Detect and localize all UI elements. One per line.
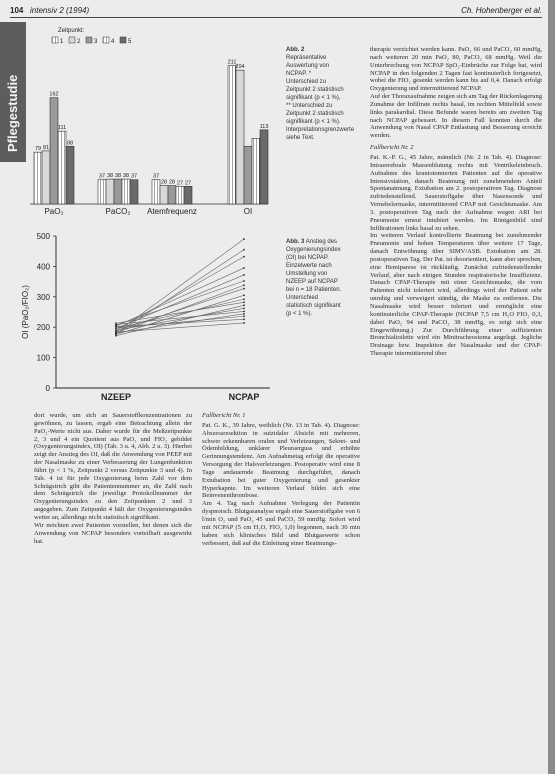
- figure-2-caption: [286, 46, 355, 142]
- paragraph: Pat. G. K., 39 Jahre, weiblich (Nr. 13 in Tab. 4). Diagnose: Abszessresektion in suizidaler Absicht mit mehreren, schwer erkennbaren oralen und Verletzungen, Sekret- und Ödembildung, unklarer Pleuraerguss und erhöhte Gerinnungstendenz. Am Aufnahmetag erfolgt die operative Versorgung der Halsverletzungen. Postoperativ wird eine 8 Tage andauernde Beatmung durchgeführt, danach Extubation bei guter Oxygenierung und gesenkter Hyperkapnie. Im weiteren Verlauf bildet sich eine Beinvenenthrombose.: [202, 421, 360, 500]
- bar: [50, 98, 58, 204]
- bar: [236, 70, 244, 204]
- bar: [176, 186, 184, 204]
- paragraph: Pat. K.-P. G., 45 Jahre, männlich (Nr. 2 in Tab. 4). Diagnose: Intrazerebrale Massenblutung rechts mit Ventrikeleinbruch. Aufnahme des kraniotomierten Patienten auf die operative Intensivstation, danach Beatmung mit zunehmendem Anteil Spontanatmung. Extubation am 2. postoperativen Tag. Diagnose zufriedenstellend. Sauerstoffgabe über Nasensonde und Vernebelermaske, intermittierend CPAP mit Gesichtsmaske. Am 3. postoperativen Tag nach der Aufnahme wegen ARI bei Pneumonie erneut intubiert werden. Im Röntgenbild sind Infiltrationen links basal zu sehen.: [370, 153, 542, 232]
- series-line: [116, 250, 244, 334]
- data-point: [115, 335, 117, 337]
- data-point: [243, 280, 245, 282]
- bar-value-label: 211: [227, 59, 237, 66]
- text-column-middle: [202, 412, 360, 547]
- data-point: [243, 238, 245, 240]
- bar: [114, 179, 122, 204]
- category-label: Atemfrequenz: [147, 207, 197, 216]
- figure-3-caption-title: Abb. 3: [286, 239, 305, 245]
- legend-title: Zeitpunkt:: [58, 28, 85, 34]
- data-point: [243, 315, 245, 317]
- bar-value-label: 88: [66, 140, 74, 147]
- bar: [66, 146, 74, 204]
- page-header: [10, 5, 542, 18]
- case-report-1-heading: Fallbericht Nr. 1: [202, 412, 246, 419]
- legend-label: 5: [128, 39, 132, 45]
- data-point: [243, 304, 245, 306]
- bar: [130, 180, 138, 204]
- data-point: [243, 307, 245, 309]
- bar-value-label: 38: [106, 173, 114, 180]
- figure-2-caption-title: Abb. 2: [286, 47, 305, 53]
- legend-swatch: [52, 37, 58, 43]
- series-line: [116, 268, 244, 326]
- x-category-label: NZEEP: [100, 392, 132, 402]
- text-column-right: [370, 46, 542, 358]
- bar: [184, 186, 192, 204]
- text-column-left: [34, 412, 192, 545]
- data-point: [243, 284, 245, 286]
- figure-3-line-chart: [16, 228, 284, 404]
- bar: [260, 130, 268, 204]
- y-tick-label: 200: [36, 323, 50, 333]
- bar-value-label: 111: [57, 125, 67, 132]
- figure-3-caption: [286, 238, 344, 318]
- figure-2-bar-chart: [28, 24, 274, 224]
- bar-value-label: 37: [152, 173, 160, 180]
- y-tick-label: 300: [36, 292, 50, 302]
- section-tab: [0, 22, 26, 162]
- bar-value-label: 37: [130, 173, 138, 180]
- bar-value-label: 162: [49, 91, 59, 98]
- data-point: [243, 288, 245, 290]
- bar: [58, 131, 66, 204]
- bar-value-label: 27: [176, 180, 184, 187]
- paragraph: therapie verzichtet werden kann. PaO₂ 66 und PaCO₂ 60 mmHg, nach weiteren 20 min PaO₂ 80, PaCO₂ 68 mmHg. Weil die Unterbrechung von NCPAP SpO₂-Einbrüche zur Folge hat, wird NCPAP in den folgenden 2 Tagen fast kontinuierlich fortgesetzt, wobei die FIO₂ gesenkt werden kann bis auf 0,4. Danach erfolgt Oxygenierung und intermittierend NCPAP.: [370, 46, 542, 93]
- data-point: [115, 331, 117, 333]
- bar: [122, 179, 130, 204]
- bar-value-label: 37: [98, 173, 106, 180]
- y-tick-label: 100: [36, 353, 50, 363]
- series-line: [116, 314, 244, 333]
- legend-swatch: [69, 37, 75, 43]
- page-number: 104: [10, 6, 24, 15]
- bar-value-label: 28: [160, 179, 168, 186]
- running-authors: Ch. Hohenberger et al.: [461, 6, 542, 15]
- paragraph: Auf der Thoraxaufnahme zeigen sich am Tag der Rückenlagerung Zunahme der Infiltrate rechts basal, im rechten Mittelfeld sowie links parakardial. Diese Befunde waren bereits am zweiten Tag nach NCPAP gebessert. In diesem Fall konnten durch die Anwendung von Nasal CPAP Entlastung und Besserung erreicht werden.: [370, 93, 542, 140]
- data-point: [243, 301, 245, 303]
- data-point: [115, 329, 117, 331]
- bar-value-label: 27: [184, 180, 192, 187]
- paragraph: dort wurde, um sich an Sauerstoffkonzentrationen zu gewöhnen, zu lassen, ergab eine Betrachtung allein der PaO₂-Werte nicht aus. Daher wurde für die Meßzeitpunkte 2, 3 und 4 ein Quotient aus PaO₂ und FIO₂ gebildet (Oxygenierungsindex, OI) (Tab. 3 u. 4, Abb. 2 u. 3). Hierbei zeigt der Anstieg des OI, daß die Anwendung von PEEP mit der Nasalmaske zu einer Verbesserung der Lungenfunktion führt (p < 1 %, Zeitpunkt 2 versus Zeitpunkte 3 und 4). In Tab. 4 ist für jede Oxygenierung beim Zahl vor dem Schrägstrich gibt die Patientennummer an, die Zahl nach dem Schrägstrich die jeweilige Protokollnummer der Oxygenierungsindex zu den Zeitpunkten 2 und 3 angegeben. Zum Zeitpunkt 4 hält der Oxygenierungsindex weiter an, allerdings nicht statistisch signifikant.: [34, 412, 192, 521]
- data-point: [243, 274, 245, 276]
- bar: [34, 152, 42, 204]
- data-point: [115, 324, 117, 326]
- bar-value-label: 113: [259, 123, 269, 130]
- legend-label: 3: [94, 39, 98, 45]
- paragraph: Am 4. Tag nach Aufnahme Verlegung der Patientin dyspnoisch. Blutgasanalyse ergab eine Sauerstoffgabe von 6 l/min O₂ und PaO₂ 45 und PaCO₂ 59 mmHg. Sofort wird mit NCPAP (5 cm H₂O, FIO₂ 1,0) begonnen, nach 30 min haben sich klinisches Bild und Blutgaswerte schon verbessert, daß auf die Einleitung einer Beatmungs-: [202, 500, 360, 547]
- data-point: [243, 310, 245, 312]
- paragraph: Im weiteren Verlauf kontrollierte Beatmung bei zunehmender Pneumonie und hohen Temperaturen über weitere 17 Tage, danach Entwöhnung über SIMV/ASB. Extubation am 28. postoperativen Tag. Der Pat. ist desorientiert, kann aber sprechen, eine Hemiparese ist rückläufig. Zunächst zufriedenstellender Verlauf, aber nach einigen Stunden respiratorische Insuffizienz. Danach CPAP-Therapie mit einer Gesichtsmaske, die vom Patienten nicht toleriert wird, allerdings wird der Patient sehr unruhig und verweigert ständig, die Maske zu entfernen. Die Nasalmaske wird besser toleriert und ermöglicht eine kontinuierliche CPAP-Therapie (NCPAP 7,5 cm H₂O FIO₂ 0,3, dabei PaO₂ 94 und PaCO₂ 38 mmHg, es zeigt sich eine Eingewöhnung.) Zur Durchführung einer suffizienten Bronchialtoilette wird ein Minitracheostoma angelegt. Jegliche Drainage bzw. Inspektion der Nasalmaske und der CPAP-Therapie intermittierend über: [370, 232, 542, 358]
- bar: [244, 146, 252, 204]
- category-label: PaCO₂: [105, 207, 131, 216]
- journal-name: intensiv 2 (1994): [30, 6, 90, 15]
- legend: [52, 28, 132, 45]
- bar: [98, 180, 106, 204]
- legend-swatch: [86, 37, 92, 43]
- bar: [252, 138, 260, 204]
- bar: [42, 151, 50, 204]
- bar-value-label: 81: [42, 144, 50, 151]
- legend-label: 1: [60, 39, 64, 45]
- data-point: [243, 267, 245, 269]
- section-label: Pflegestudie: [5, 74, 20, 152]
- bar: [168, 186, 176, 204]
- bar-value-label: 38: [114, 173, 122, 180]
- bar: [106, 179, 114, 204]
- data-point: [243, 256, 245, 258]
- legend-swatch: [103, 37, 109, 43]
- data-point: [115, 326, 117, 328]
- y-tick-label: 500: [36, 232, 50, 241]
- series-line: [116, 299, 244, 328]
- scan-edge: [548, 0, 555, 774]
- case-report-2-heading: Fallbericht Nr. 2: [370, 144, 414, 152]
- bar-value-label: 38: [122, 173, 130, 180]
- figure-2-caption-text: Repräsentative Auswertung von NCPAP. * Unterschied zu Zeitpunkt 2 statistisch signifikant (p < 1 %), ** Unterschied zu Zeitpunkt 2 statistisch signifikant (p < 1 %). Interpretationsgrenzwerte siehe Text.: [286, 55, 355, 141]
- data-point: [243, 294, 245, 296]
- series-line: [116, 281, 244, 325]
- category-label: OI: [243, 207, 253, 216]
- series-line: [116, 285, 244, 333]
- figure-3-caption-text: Anstieg des Oxygenierungsindex (OI) bei NCPAP. Einzelwerte nach Umstellung von NZEEP auf NCPAP bei n = 18 Patienten. Unterschied statistisch signifikant (p < 1 %).: [286, 239, 342, 317]
- bar-value-label: 204: [235, 64, 245, 71]
- series-line: [116, 295, 244, 334]
- x-category-label: NCPAP: [228, 392, 260, 402]
- bar: [228, 66, 236, 204]
- bar: [152, 180, 160, 204]
- legend-swatch: [120, 37, 126, 43]
- bar: [160, 186, 168, 204]
- bar-value-label: 79: [34, 146, 42, 153]
- data-point: [243, 322, 245, 324]
- legend-label: 2: [77, 39, 81, 45]
- data-point: [243, 318, 245, 320]
- data-point: [243, 313, 245, 315]
- legend-label: 4: [111, 39, 115, 45]
- y-tick-label: 0: [45, 384, 50, 393]
- y-axis-label: OI (PaO₂/FIO₂): [21, 285, 30, 339]
- category-label: PaO₂: [44, 207, 64, 216]
- y-tick-label: 400: [36, 262, 50, 272]
- bar-value-label: 28: [168, 179, 176, 186]
- data-point: [243, 298, 245, 300]
- data-point: [243, 249, 245, 251]
- paragraph: Wir möchten zwei Patienten vorstellen, bei denen sich die Anwendung von NCPAP besonders vorteilhaft ausgewirkt hat.: [34, 521, 192, 545]
